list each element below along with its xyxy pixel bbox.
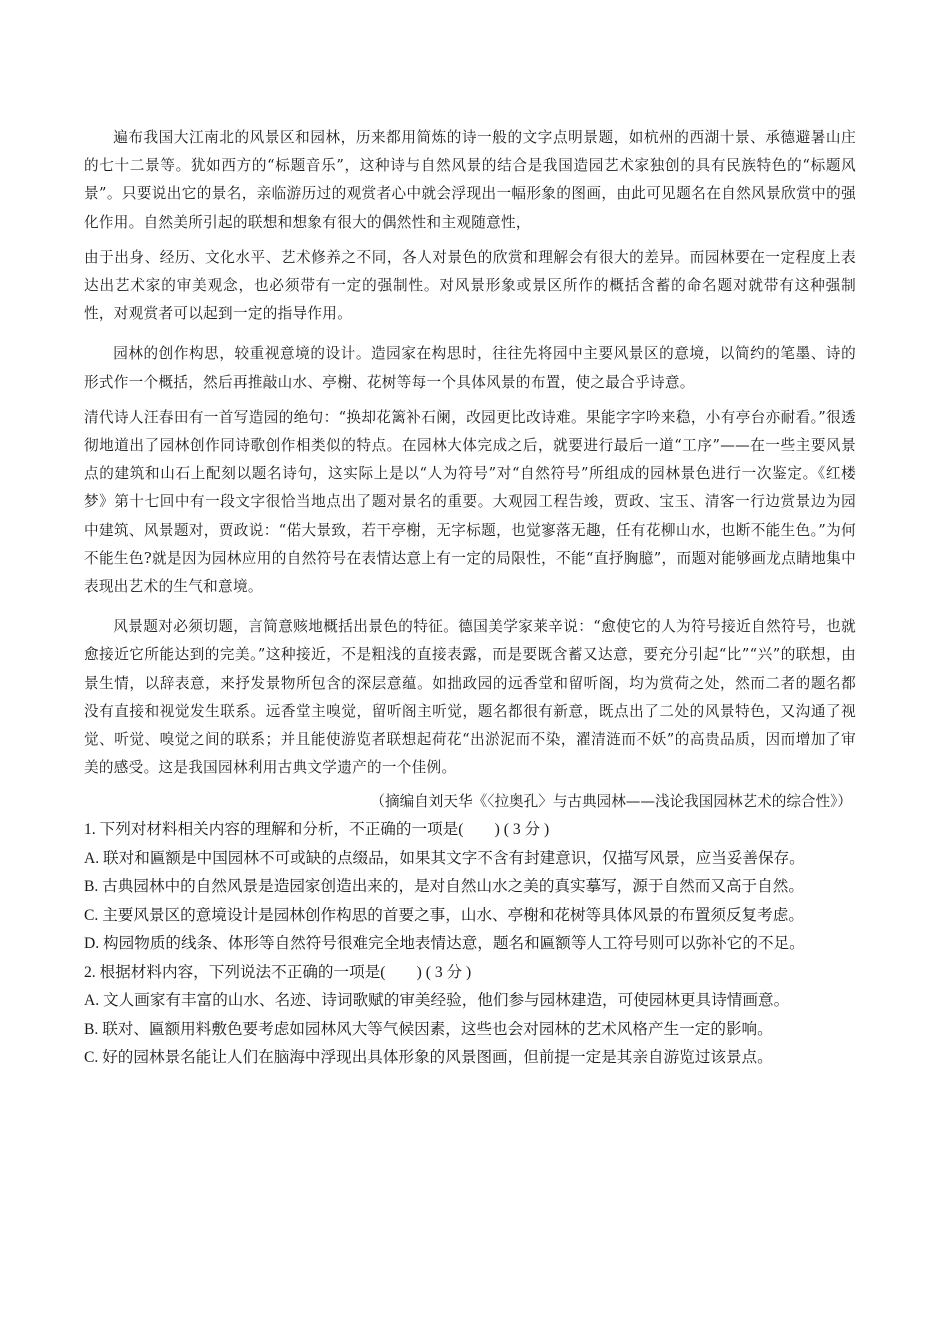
question-1-option-d: D. 构园物质的线条、体形等自然符号很难完全地表情达意，题名和匾额等人工符号则可以弥补它的不足。	[84, 935, 805, 953]
question-2-option-b: B. 联对、匾额用料敷色要考虑如园林风大等气候因素，这些也会对园林的艺术风格产生一定的影响。	[84, 1020, 773, 1038]
question-1-option-a: A. 联对和匾额是中国园林不可或缺的点缀品，如果其文字不含有封建意识，仅描写风景，应当妥善保存。	[84, 849, 805, 867]
question-1-option-c: C. 主要风景区的意境设计是园林创作构思的首要之事，山水、亭榭和花树等具体风景的布置须反复考虑。	[84, 906, 804, 924]
document-page	[84, 124, 856, 1073]
question-2-option-a: A. 文人画家有丰富的山水、名迹、诗词歌赋的审美经验，他们参与园林建造，可使园林更具诗情画意。	[84, 992, 790, 1010]
passage-paragraph-3: 园林的创作构思，较重视意境的设计。造园家在构思时，往往先将园中主要风景区的意境，以简约的笔墨、诗的形式作一个概括，然后再推敲山水、亭榭、花树等每一个具体风景的布置，使之最合乎诗意。	[84, 345, 856, 391]
passage-paragraph-2: 由于出身、经历、文化水平、艺术修养之不同，各人对景色的欣赏和理解会有很大的差异。而园林要在一定程度上表达出艺术家的审美观念，也必须带有一定的强制性。对风景形象或景区所作的概括含蓄的命名题对就带有这种强制性，对观赏者可以起到一定的指导作用。	[84, 248, 856, 323]
passage-paragraph-1: 遍布我国大江南北的风景区和园林，历来都用简炼的诗一般的文字点明景题，如杭州的西湖十景、承德避暑山庄的七十二景等。犹如西方的“标题音乐”，这种诗与自然风景的结合是我国造园艺术家独创的具有民族特色的“标题风景”。只要说出它的景名，亲临游历过的观赏者心中就会浮现出一幅形象的图画，由此可见题名在自然风景欣赏中的强化作用。自然美所引起的联想和想象有很大的偶然性和主观随意性，	[84, 129, 856, 231]
question-1-stem: 1. 下列对材料相关内容的理解和分析，不正确的一项是( ) ( 3 分 )	[84, 821, 550, 839]
question-2-stem: 2. 根据材料内容，下列说法不正确的一项是( ) ( 3 分 )	[84, 963, 472, 981]
passage-paragraph-4: 清代诗人汪春田有一首写造园的绝句：“换却花篱补石阑，改园更比改诗难。果能字字吟来稳，小有亭台亦耐看。”很透彻地道出了园林创作同诗歌创作相类似的特点。在园林大体完成之后，就要进行最后一道“工序”——在一些主要风景点的建筑和山石上配刻以题名诗句，这实际上是以“人为符号”对“自然符号”所组成的园林景色进行一次鉴定。《红楼梦》第十七回中有一段文字很恰当地点出了题对景名的重要。大观园工程告竣，贾政、宝玉、清客一行边赏景边为园中建筑、风景题对，贾政说：“偌大景致，若干亭榭，无字标题，也觉寥落无趣，任有花柳山水，也断不能生色。”为何不能生色?就是因为园林应用的自然符号在表情达意上有一定的局限性，不能“直抒胸臆”，而题对能够画龙点睛地集中表现出艺术的生气和意境。	[84, 408, 856, 596]
question-2	[84, 959, 856, 1073]
question-1-option-b: B. 古典园林中的自然风景是造园家创造出来的，是对自然山水之美的真实摹写，源于自然而又高于自然。	[84, 878, 804, 896]
passage-source: （摘编自刘天华《〈拉奥孔〉与古典园林——浅论我国园林艺术的综合性》）	[370, 793, 852, 811]
question-1	[84, 816, 856, 959]
passage-paragraph-5: 风景题对必须切题，言简意赅地概括出景色的特征。德国美学家莱辛说：“愈使它的人为符号接近自然符号，也就愈接近它所能达到的完美。”这种接近，不是粗浅的直接表露，而是要既含蓄又达意，要充分引起“比”“兴”的联想，由景生情，以辞表意，来抒发景物所包含的深层意蕴。如拙政园的远香堂和留听阁，均为赏荷之处，然而二者的题名都没有直接和视觉发生联系。远香堂主嗅觉，留听阁主听觉，题名都很有新意，既点出了二处的风景特色，又沟通了视觉、听觉、嗅觉之间的联系；并且能使游览者联想起荷花“出淤泥而不染，濯清涟而不妖”的高贵品质，因而增加了审美的感受。这是我国园林利用古典文学遗产的一个佳例。	[84, 618, 856, 777]
question-2-option-c: C. 好的园林景名能让人们在脑海中浮现出具体形象的风景图画，但前提一定是其亲自游览过该景点。	[84, 1049, 773, 1067]
